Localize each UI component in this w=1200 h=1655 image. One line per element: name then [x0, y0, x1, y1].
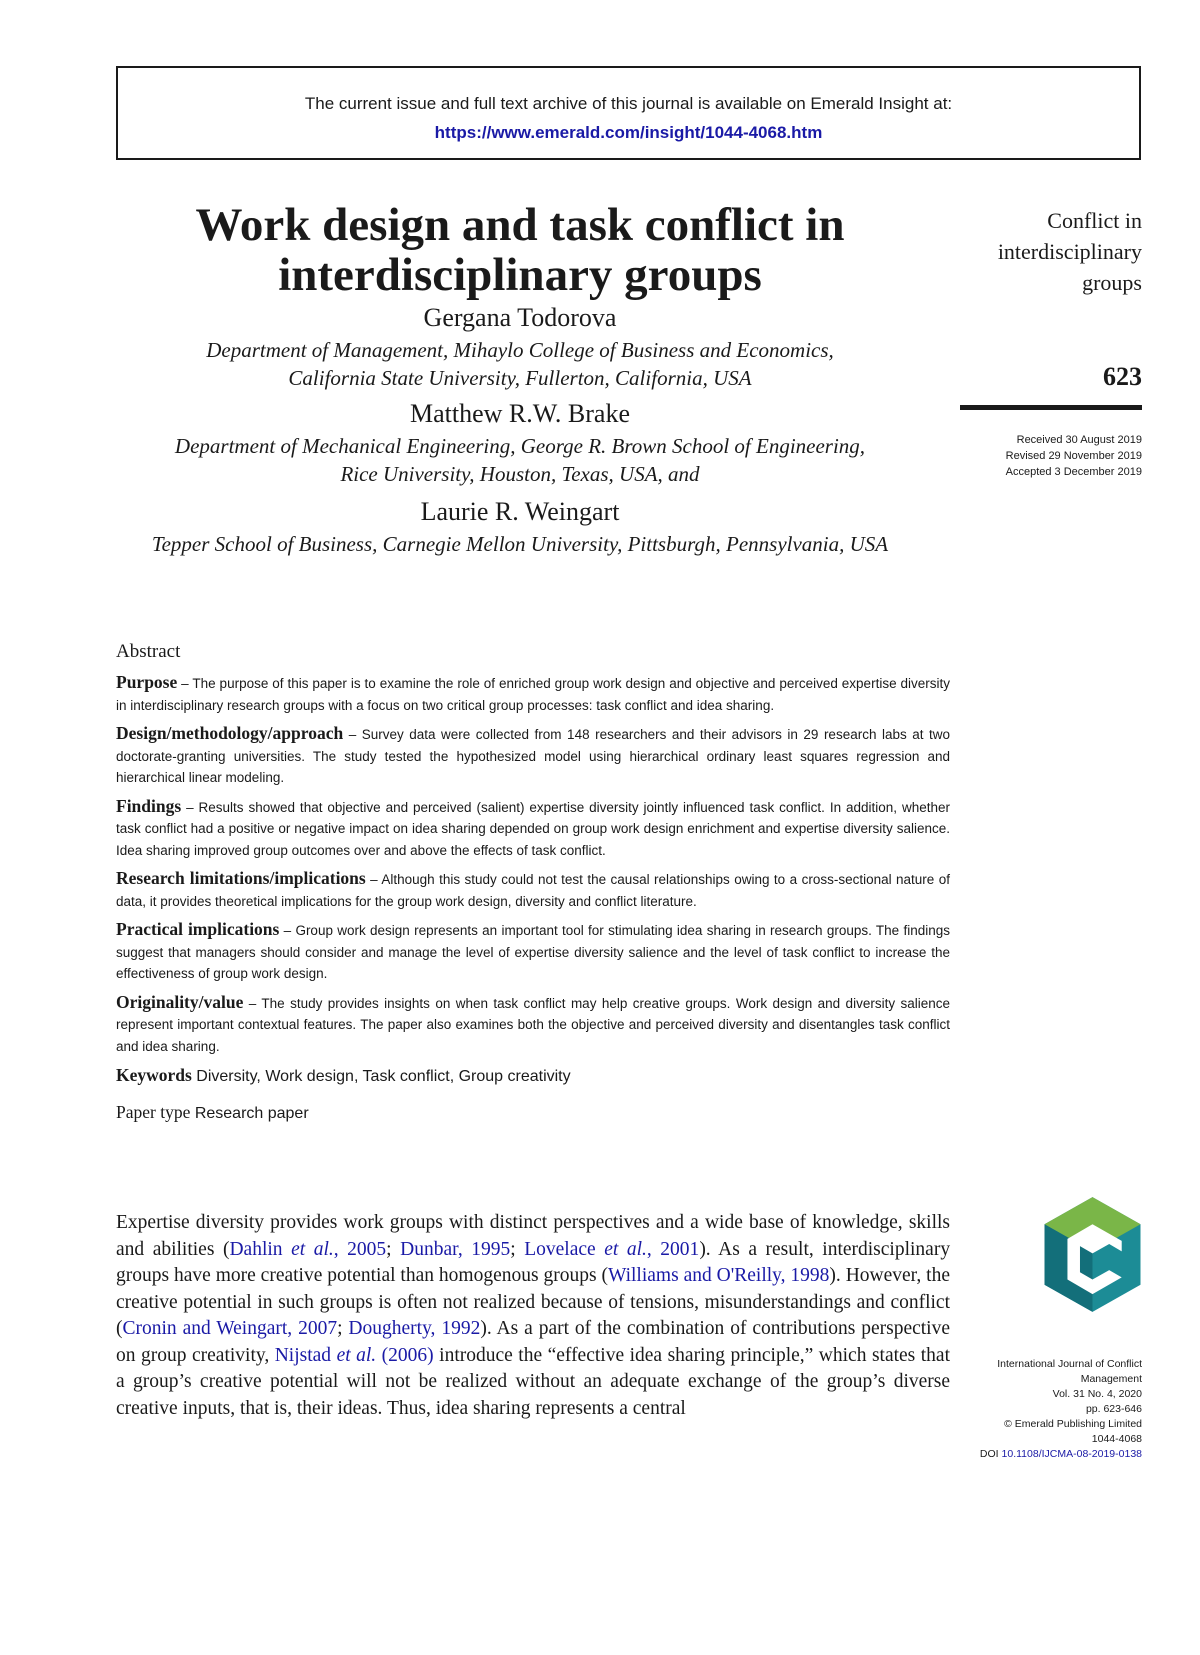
- author-affiliation: [110, 530, 930, 558]
- abstract-practical: Practical implications – Group work design represents an important tool for stimulating idea sharing in research groups. The findings suggest that managers should consider and manage the level of expertise diversity salience and the level of task conflict to increase the effectiveness of group work design.: [116, 919, 950, 981]
- abstract-section-label: Purpose: [116, 672, 178, 692]
- doi-link[interactable]: 10.1108/IJCMA-08-2019-0138: [1001, 1448, 1142, 1460]
- article-title: [110, 200, 930, 300]
- accepted-date: Accepted 3 December 2019: [1005, 466, 1142, 478]
- author-name: Laurie R. Weingart: [420, 497, 620, 526]
- keywords-label: Keywords: [116, 1065, 192, 1085]
- author-affiliation: [110, 432, 930, 488]
- running-head-line: Conflict in: [1047, 208, 1142, 233]
- body-text-run: ;: [337, 1318, 349, 1339]
- author-name: Matthew R.W. Brake: [410, 399, 630, 428]
- citation-link[interactable]: Dunbar, 1995: [400, 1238, 511, 1260]
- abstract-section-text: The study provides insights on when task conflict may help creative groups. Work design and diversity salience represent important contextual features. The paper also examines both the objective and perceived diversity and disentangles task conflict and idea sharing.: [116, 995, 950, 1054]
- abstract-section-label: Design/methodology/approach: [116, 723, 344, 743]
- archive-url-link[interactable]: https://www.emerald.com/insight/1044-4068.htm: [434, 123, 823, 142]
- citation-year: , 2001: [646, 1238, 700, 1260]
- citation-author: Nijstad: [274, 1344, 332, 1366]
- author-name: Gergana Todorova: [423, 303, 617, 332]
- abstract-section-text: Survey data were collected from 148 researchers and their advisors in 29 research labs at two doctorate-granting universities. The study tested the hypothesized model using hierarchical ordinary least squares regression and hierarchical linear modeling.: [116, 727, 950, 785]
- abstract-originality: Originality/value – The study provides insights on when task conflict may help creative groups. Work design and diversity salience represent important contextual features. The paper also examines both the objective and perceived diversity and disentangles task conflict and idea sharing.: [116, 991, 950, 1054]
- page-number: 623: [1103, 362, 1142, 391]
- running-head-line: groups: [1082, 270, 1142, 295]
- running-head: [950, 205, 1142, 298]
- citation-link[interactable]: [275, 1345, 434, 1366]
- citation-etal: et al.: [604, 1238, 647, 1260]
- affiliation-line: California State University, Fullerton, California, USA: [288, 366, 752, 390]
- journal-volume: Vol. 31 No. 4, 2020: [1052, 1388, 1142, 1400]
- citation-link[interactable]: [229, 1239, 386, 1260]
- affiliation-line: Rice University, Houston, Texas, USA, and: [340, 462, 700, 486]
- abstract-heading: Abstract: [116, 641, 181, 662]
- abstract-section-text: The purpose of this paper is to examine the role of enriched group work design and objective and perceived expertise diversity in interdisciplinary research groups with a focus on two critical group processes: task conflict and idea sharing.: [116, 676, 951, 713]
- body-text-run: ;: [386, 1238, 401, 1260]
- title-line-1: Work design and task conflict in: [195, 199, 845, 251]
- body-text-run: ). As a part of the combination of contributions perspective on group creativity,: [116, 1318, 950, 1366]
- affiliation-line: Department of Management, Mihaylo College of Business and Economics,: [206, 338, 834, 362]
- author-affiliation: [110, 336, 930, 392]
- journal-issn: 1044-4068: [1091, 1433, 1142, 1445]
- paper-type: [116, 1102, 950, 1125]
- journal-pages: pp. 623-646: [1085, 1403, 1142, 1415]
- emerald-logo-icon: [1040, 1195, 1145, 1315]
- archive-notice-text: The current issue and full text archive of this journal is available on Emerald Insight at:: [304, 94, 953, 113]
- abstract-section-label: Findings: [116, 795, 182, 816]
- citation-year: (2006): [381, 1344, 434, 1366]
- body-text-run: introduce the “effective idea sharing principle,” which states that a group’s creative potential will not be realized without an adequate exchange of the group’s diverse creative inputs, that is, their ideas. Thus, idea sharing represents a central: [116, 1344, 951, 1419]
- abstract-purpose: Purpose – The purpose of this paper is to examine the role of enriched group work design and objective and perceived expertise diversity in interdisciplinary research groups with a focus on two critical group processes: task conflict and idea sharing.: [116, 672, 951, 713]
- keywords: [116, 1065, 950, 1088]
- keywords-list: Diversity, Work design, Task conflict, Group creativity: [196, 1068, 571, 1085]
- abstract-section-text: Group work design represents an important tool for stimulating idea sharing in research groups. The findings suggest that managers should consider and manage the level of expertise diversity salience and the level of task conflict to increase the effectiveness of group work design.: [116, 923, 950, 981]
- received-date: Received 30 August 2019: [1016, 434, 1142, 446]
- citation-author: Dahlin: [229, 1238, 283, 1260]
- body-text-run: Expertise diversity provides work groups with distinct perspectives and a wide base of knowledge, skills and abilities (: [116, 1212, 950, 1260]
- citation-etal: et al.: [336, 1344, 377, 1366]
- revised-date: Revised 29 November 2019: [1005, 450, 1142, 462]
- body-text-run: ). As a result, interdisciplinary groups have more creative potential than homogenous groups (: [116, 1238, 951, 1286]
- abstract-limitations: Research limitations/implications – Although this study could not test the causal relationships owing to a cross-sectional nature of data, it provides theoretical implications for the group work design, diversity and conflict literature.: [116, 868, 951, 909]
- doi-label: DOI: [979, 1448, 999, 1460]
- body-text-run: ;: [510, 1238, 525, 1260]
- body-paragraph: [116, 1210, 950, 1422]
- abstract-section-label: Originality/value: [116, 991, 244, 1012]
- body-text-run: ). However, the creative potential in such groups is often not realized because of tensions, misunderstandings and conflict (: [116, 1265, 950, 1339]
- abstract-findings: Findings – Results showed that objective and perceived (salient) expertise diversity jointly influenced task conflict. In addition, whether task conflict had a positive or negative impact on idea sharing depended on group work design enrichment and expertise diversity salience. Idea sharing improved group outcomes over and above the effects of task conflict.: [116, 795, 950, 858]
- abstract-section-label: Practical implications: [116, 919, 280, 939]
- journal-info: [940, 1357, 1142, 1462]
- citation-link[interactable]: Cronin and Weingart, 2007: [122, 1318, 338, 1339]
- citation-link[interactable]: Dougherty, 1992: [348, 1318, 481, 1339]
- abstract: [116, 640, 950, 1124]
- abstract-section-text: Although this study could not test the causal relationships owing to a cross-sectional nature of data, it provides theoretical implications for the group work design, diversity and conflict literature.: [116, 872, 951, 909]
- citation-year: , 2005: [333, 1238, 387, 1260]
- journal-doi: [940, 1447, 1142, 1462]
- journal-publisher: © Emerald Publishing Limited: [1004, 1418, 1142, 1430]
- paper-type-value: Research paper: [194, 1104, 309, 1122]
- running-head-line: interdisciplinary: [997, 239, 1142, 264]
- affiliation-line: Department of Mechanical Engineering, George R. Brown School of Engineering,: [174, 434, 866, 458]
- paper-type-label: Paper type: [116, 1101, 191, 1122]
- citation-link[interactable]: [524, 1239, 699, 1260]
- citation-etal: et al.: [291, 1238, 334, 1260]
- journal-name: International Journal of Conflict: [997, 1358, 1142, 1370]
- abstract-section-label: Research limitations/implications: [116, 868, 366, 888]
- margin-divider: [960, 405, 1142, 410]
- affiliation-line: Tepper School of Business, Carnegie Mellon University, Pittsburgh, Pennsylvania, USA: [151, 532, 889, 556]
- abstract-design: Design/methodology/approach – Survey data were collected from 148 researchers and their advisors in 29 research labs at two doctorate-granting universities. The study tested the hypothesized model using hierarchical ordinary least squares regression and hierarchical linear modeling.: [116, 723, 950, 785]
- title-line-2: interdisciplinary groups: [278, 249, 762, 301]
- abstract-section-text: Results showed that objective and perceived (salient) expertise diversity jointly influenced task conflict. In addition, whether task conflict had a positive or negative impact on idea sharing depended on group work design enrichment and expertise diversity salience. Idea sharing improved group outcomes over and above the effects of task conflict.: [116, 799, 950, 858]
- citation-link[interactable]: Williams and O'Reilly, 1998: [607, 1265, 830, 1286]
- article-dates: [940, 432, 1142, 480]
- archive-notice-box: [116, 66, 1141, 160]
- journal-name-cont: Management: [1080, 1373, 1142, 1385]
- citation-author: Lovelace: [524, 1238, 596, 1260]
